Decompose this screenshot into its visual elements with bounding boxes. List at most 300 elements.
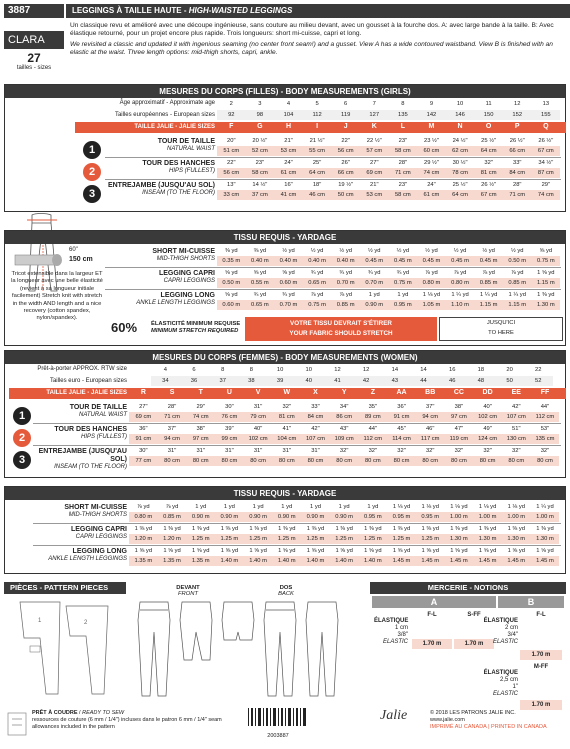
table-cell: 37"	[425, 404, 435, 410]
table-cell: 53 cm	[280, 148, 297, 154]
table-cell: 53"	[540, 426, 550, 432]
table-cell: 71 cm	[394, 170, 411, 176]
table-cell: 155	[540, 112, 551, 118]
table-cell: 57 cm	[366, 148, 383, 154]
table-cell: 77 cm	[135, 458, 152, 464]
table-cell: 32"	[484, 160, 493, 166]
table-cell: 91 cm	[393, 414, 410, 420]
table-cell: K	[371, 123, 377, 130]
title-en: HIGH-WAISTED LEGGINGS	[188, 6, 293, 15]
table-cell: 69 cm	[366, 170, 383, 176]
table-cell: 94 cm	[422, 414, 439, 420]
table-cell: 38	[248, 378, 255, 384]
table-cell: ½ yd	[453, 248, 467, 254]
table-cell: 34"	[339, 404, 349, 410]
table-cell: 31"	[253, 448, 263, 454]
table-cell: CC	[453, 389, 464, 396]
table-cell: 127	[369, 112, 380, 118]
table-cell: 7	[372, 101, 376, 107]
a-col-sff: S-FF	[467, 612, 481, 618]
table-cell: 102 cm	[478, 414, 498, 420]
table-cell: 80 cm	[164, 458, 180, 464]
b-col-fl: F-L	[536, 612, 546, 618]
table-cell: 130 cm	[506, 436, 526, 442]
b2-elastic-label: ÉLASTIQUE 2,5 cm 1" ELASTIC	[483, 670, 518, 697]
fabric-width: 60"	[69, 247, 78, 253]
table-cell: 0.90 m	[365, 302, 384, 308]
table-cell: 13	[542, 101, 550, 107]
table-cell: 36	[190, 378, 198, 384]
table-cell: 104	[283, 112, 294, 118]
table-cell: 33"	[311, 404, 320, 410]
table-cell: 56 cm	[337, 148, 354, 154]
table-cell: 10	[305, 367, 312, 373]
table-cell: 135	[398, 112, 408, 118]
table-cell: 1 yd	[368, 292, 380, 298]
table-cell: V	[255, 389, 261, 396]
notions-col-b: B	[498, 596, 564, 608]
table-cell: 44"	[540, 404, 550, 410]
table-cell: 104 cm	[277, 436, 297, 442]
stretch-label: ÉLASTICITÉ MINIMUM REQUISE MINIMUM STRETCH REQUIRED	[151, 321, 241, 334]
table-cell: 135 cm	[535, 436, 555, 442]
table-cell: 1.20 m	[163, 536, 181, 542]
table-cell: 12	[334, 367, 341, 373]
table-cell: 80 cm	[364, 458, 381, 464]
table-cell: 58 cm	[251, 170, 268, 176]
table-cell: 0.60 m	[222, 302, 241, 308]
table-cell: FF	[540, 389, 550, 396]
table-cell: W	[283, 389, 291, 396]
table-cell: 80 cm	[192, 458, 209, 464]
stretch-bar: VOTRE TISSU DEVRAIT S'ÉTIRER YOUR FABRIC SHOULD STRETCH	[245, 317, 437, 341]
table-cell: 23 ½"	[423, 138, 439, 144]
women-size-row	[9, 388, 566, 399]
table-cell: 2	[229, 101, 233, 107]
table-cell: 28"	[167, 404, 177, 410]
table-cell: 142	[426, 112, 437, 118]
table-cell: 10	[456, 101, 464, 107]
table-cell: 27"	[370, 160, 379, 166]
table-cell: 1.35 m	[134, 558, 153, 564]
table-cell: 1 yd	[338, 504, 350, 510]
girls-long-yd	[217, 290, 560, 300]
title-bar: LEGGINGS À TAILLE HAUTE - HIGH-WAISTED LEGGINGS	[66, 4, 570, 18]
table-cell: 1 ⅝ yd	[450, 548, 468, 554]
table-cell: ½ yd	[482, 248, 495, 254]
women-shorts-yd	[129, 502, 559, 512]
table-cell: 1.05 m	[422, 302, 441, 308]
fabric-roll-icon	[13, 247, 65, 269]
table-cell: 61 cm	[280, 170, 297, 176]
girls-capri-m	[217, 278, 560, 288]
table-cell: 1 yd	[309, 504, 321, 510]
table-cell: 1.30 m	[478, 536, 497, 542]
title-fr: LEGGINGS À TAILLE HAUTE	[72, 6, 182, 15]
table-cell: ⅝ yd	[225, 292, 238, 298]
jalie-size-label: TAILLE JALIE - JALIE SIZES	[134, 124, 215, 130]
table-cell: 1 ⅝ yd	[163, 548, 181, 554]
b-val-fl: 1.70 m	[520, 650, 562, 660]
table-cell: ⅝ yd	[225, 270, 238, 276]
table-cell: 0.90 m	[335, 514, 354, 520]
table-cell: 0.85 m	[479, 280, 498, 286]
table-cell: 21"	[370, 182, 379, 188]
table-cell: 84 cm	[509, 170, 526, 176]
table-cell: ⅝ yd	[282, 270, 295, 276]
table-cell: 21 ½"	[309, 138, 325, 144]
fabric-note: Tricot extensible dans la largeur ET la longueur avec une belle élasticité (revient à sa longueur initiale facilement) Stretch knit with stretch in the width AND length and a nice recovery (cotton spandex, nylon/spandex).	[11, 271, 103, 322]
barcode-icon	[246, 706, 310, 732]
girls-shorts-yd	[217, 246, 560, 256]
table-cell: 22"	[341, 138, 350, 144]
table-cell: 43	[391, 378, 399, 384]
table-cell: 0.85 m	[508, 280, 527, 286]
table-cell: ½ yd	[310, 248, 324, 254]
age-row	[217, 99, 560, 109]
pattern-pieces-icon	[10, 598, 122, 698]
table-cell: 37"	[167, 426, 177, 432]
table-cell: 80 cm	[278, 458, 295, 464]
table-cell: H	[285, 123, 292, 130]
women-inseam-cm	[129, 456, 559, 466]
table-cell: 43"	[339, 426, 349, 432]
table-cell: 23"	[398, 138, 408, 144]
table-cell: 0.45 m	[451, 258, 469, 264]
table-cell: 31"	[253, 404, 263, 410]
table-cell: ⅞ yd	[137, 504, 150, 510]
table-cell: 0.75 m	[536, 258, 555, 264]
table-cell: ⅞ yd	[482, 270, 495, 276]
women-waist-marker-1: 1	[13, 407, 31, 425]
table-cell: 107 cm	[305, 436, 325, 442]
table-cell: 1 ⅝ yd	[192, 548, 210, 554]
table-cell: 67 cm	[537, 148, 554, 154]
table-cell: 20 ½"	[252, 138, 268, 144]
table-cell: 80 cm	[508, 458, 525, 464]
women-shorts-label: SHORT MI-CUISSE MID-THIGH SHORTS	[64, 504, 127, 518]
age-label: Âge approximatif - Approximate age	[119, 100, 215, 106]
table-cell: 97 cm	[451, 414, 467, 420]
table-cell: 38"	[454, 404, 464, 410]
table-cell: 1 yd	[195, 504, 207, 510]
a-elastic-label: ÉLASTIQUE 1 cm 3/8" ELASTIC	[374, 618, 409, 645]
table-cell: P	[514, 123, 520, 130]
fabric-width-cm: 150 cm	[69, 256, 93, 263]
table-cell: 1 yd	[367, 504, 379, 510]
table-cell: 33 cm	[223, 192, 240, 198]
table-cell: 32"	[282, 404, 292, 410]
table-cell: Q	[543, 123, 549, 130]
table-cell: 1.15 m	[536, 280, 555, 286]
table-cell: 74 cm	[423, 170, 440, 176]
long-label: LEGGING LONG ANKLE LENGTH LEGGINGS	[136, 292, 215, 306]
table-cell: DD	[482, 389, 493, 396]
table-cell: 1 ⅜ yd	[536, 526, 554, 532]
women-shorts-m	[129, 512, 559, 522]
table-cell: 74 cm	[192, 414, 209, 420]
women-capri-m	[129, 534, 559, 544]
table-cell: 16"	[284, 182, 293, 188]
front-label: DEVANT FRONT	[176, 585, 200, 597]
table-cell: ¾ yd	[396, 270, 410, 276]
table-cell: 1.20 m	[134, 536, 153, 542]
sizes-count: 27	[27, 51, 41, 65]
brand-logo: Jalie	[380, 708, 408, 723]
stretch-percent: 60%	[111, 320, 138, 335]
pattern-code: 3887	[4, 4, 64, 18]
table-cell: 1 ⅜ yd	[392, 526, 411, 532]
table-cell: 0.65 m	[308, 280, 326, 286]
women-hips-in	[129, 424, 559, 434]
girls-long-m	[217, 300, 560, 310]
table-cell: 0.65 m	[251, 302, 269, 308]
table-cell: 62 cm	[452, 148, 468, 154]
table-cell: 74 cm	[537, 192, 554, 198]
table-cell: 81 cm	[480, 170, 497, 176]
girls-inseam-cm	[217, 190, 560, 200]
table-cell: 0.70 m	[279, 302, 298, 308]
girls-hips-cm	[217, 168, 560, 178]
table-cell: 5	[315, 101, 319, 107]
table-cell: 0.45 m	[393, 258, 412, 264]
table-cell: 52 cm	[251, 148, 268, 154]
table-cell: 1 ⅛ yd	[507, 504, 525, 510]
table-cell: 1 yd	[281, 504, 293, 510]
table-cell: 41	[334, 378, 341, 384]
notions-col-a: A	[372, 596, 496, 608]
women-hips-label: TOUR DES HANCHES HIPS (FULLEST)	[54, 426, 127, 440]
table-cell: 0.85 m	[336, 302, 355, 308]
svg-text:2: 2	[84, 620, 88, 626]
rtw-label: Prêt-à-porter APPROX. RTW size	[37, 366, 127, 372]
table-cell: 1.40 m	[249, 558, 267, 564]
table-cell: 36"	[397, 404, 406, 410]
table-cell: ⅞ yd	[510, 270, 524, 276]
table-cell: 1 ⅜ yd	[450, 526, 468, 532]
table-cell: ¾ yd	[339, 270, 352, 276]
table-cell: 1 ⅜ yd	[278, 526, 296, 532]
women-measurements	[4, 350, 566, 478]
table-cell: 14 ½"	[252, 182, 268, 188]
women-yardage-heading: TISSU REQUIS - YARDAGE	[5, 487, 565, 500]
table-cell: 23"	[255, 160, 265, 166]
table-cell: I	[316, 123, 319, 130]
table-cell: 52	[535, 378, 542, 384]
table-cell: ⅞ yd	[453, 270, 467, 276]
table-cell: ½ yd	[367, 248, 381, 254]
women-waist-in	[129, 402, 559, 412]
table-cell: ⅞ yd	[425, 270, 438, 276]
euro-label: Tailles européennes - European sizes	[114, 112, 215, 118]
table-cell: 86 cm	[336, 414, 353, 420]
table-cell: 1 ⅛ yd	[421, 504, 439, 510]
table-cell: 21"	[284, 138, 293, 144]
table-cell: 46"	[425, 426, 435, 432]
table-cell: 29"	[196, 404, 205, 410]
table-cell: EE	[511, 389, 521, 396]
table-cell: 30"	[139, 448, 148, 454]
table-cell: 81 cm	[278, 414, 295, 420]
women-inseam-in	[129, 446, 559, 456]
table-cell: 53 cm	[366, 192, 383, 198]
women-long-m	[129, 556, 559, 566]
women-sizes	[129, 388, 559, 398]
sizes-label: tailles - sizes	[16, 65, 52, 71]
table-cell: 69 cm	[135, 414, 152, 420]
table-cell: 71 cm	[509, 192, 526, 198]
table-cell: 42"	[512, 404, 521, 410]
table-cell: 1.45 m	[536, 558, 554, 564]
table-cell: 40"	[253, 426, 263, 432]
table-cell: 1 ⅝ yd	[306, 548, 325, 554]
table-cell: 22 ½"	[366, 138, 382, 144]
table-cell: ½ yd	[510, 248, 524, 254]
table-cell: 1.45 m	[421, 558, 440, 564]
women-euro-label: Tailles euro - European sizes	[49, 378, 127, 384]
table-cell: 61 cm	[423, 192, 440, 198]
hips-marker-2: 2	[83, 163, 101, 181]
table-cell: 0.55 m	[251, 280, 269, 286]
table-cell: 1.35 m	[163, 558, 181, 564]
table-cell: 39"	[225, 426, 234, 432]
table-cell: 109 cm	[334, 436, 354, 442]
table-cell: 31"	[282, 448, 292, 454]
table-cell: 39	[276, 378, 284, 384]
table-cell: T	[198, 389, 203, 396]
table-cell: 79 cm	[250, 414, 266, 420]
table-cell: 1 ⅛ yd	[392, 504, 411, 510]
ready-to-sew: PRÊT À COUDRE / READY TO SEW ressources de couture (6 mm / 1/4") incluses dans le patron 6 mm / 1/4" seam allowances included in the pattern	[32, 710, 222, 730]
table-cell: 1 ¼ yd	[479, 292, 498, 298]
table-cell: 31"	[167, 448, 177, 454]
table-cell: 1 ⅜ yd	[306, 526, 325, 532]
table-cell: L	[400, 123, 405, 130]
waist-label: TOUR DE TAILLE NATURAL WAIST	[157, 138, 215, 152]
table-cell: 0.85 m	[163, 514, 181, 520]
table-cell: 0.90 m	[306, 514, 325, 520]
table-cell: 16	[448, 367, 456, 373]
table-cell: 1 ⅝ yd	[335, 548, 353, 554]
table-cell: 26 ½"	[538, 138, 554, 144]
table-cell: 37	[219, 378, 226, 384]
table-cell: 1 ⅝ yd	[364, 548, 382, 554]
table-cell: 6	[192, 367, 196, 373]
table-cell: 31"	[311, 448, 320, 454]
table-cell: 18"	[312, 182, 322, 188]
table-cell: 46 cm	[309, 192, 325, 198]
table-cell: 1 ⅝ yd	[478, 548, 497, 554]
table-cell: 22	[535, 367, 542, 373]
table-cell: 1.30 m	[450, 536, 468, 542]
table-cell: 41"	[282, 426, 292, 432]
table-cell: 0.50 m	[508, 258, 527, 264]
table-cell: 1.15 m	[479, 302, 498, 308]
girls-shorts-m	[217, 256, 560, 266]
table-cell: 91 cm	[135, 436, 152, 442]
table-cell: R	[140, 389, 146, 396]
table-cell: 0.70 m	[365, 280, 384, 286]
table-cell: 1.25 m	[363, 536, 382, 542]
table-cell: 124 cm	[478, 436, 498, 442]
table-cell: ½ yd	[396, 248, 410, 254]
table-cell: 0.35 m	[222, 258, 241, 264]
table-cell: 1 ⅛ yd	[450, 504, 468, 510]
table-cell: 8	[401, 101, 405, 107]
pieces-heading: PIÈCES - PATTERN PIECES	[4, 582, 126, 594]
table-cell: 1 ⅛ yd	[478, 504, 497, 510]
table-cell: ⅞ yd	[339, 292, 352, 298]
table-cell: 1 ¼ yd	[451, 292, 469, 298]
table-cell: 1.00 m	[507, 514, 526, 520]
sizes-count-box	[4, 52, 64, 71]
table-cell: 0.40 m	[336, 258, 355, 264]
table-cell: 152	[512, 112, 523, 118]
table-cell: 1.45 m	[450, 558, 468, 564]
a-val-fl: 1.70 m	[412, 639, 452, 649]
table-cell: 14	[391, 367, 399, 373]
table-cell: 12	[362, 367, 370, 373]
girls-inseam-in	[217, 180, 560, 190]
table-cell: 24"	[284, 160, 293, 166]
table-cell: O	[485, 123, 492, 130]
girls-waist-in	[217, 136, 560, 146]
women-euro-row	[151, 376, 553, 386]
b-val-mff: 1.70 m	[520, 700, 562, 710]
table-cell: 0.90 m	[191, 514, 210, 520]
table-cell: 97 cm	[192, 436, 209, 442]
jalie-sizes	[217, 122, 560, 132]
table-cell: 1 ⅜ yd	[192, 526, 210, 532]
table-cell: ⅞ yd	[165, 504, 179, 510]
table-cell: 29"	[541, 182, 551, 188]
table-cell: 67 cm	[480, 192, 497, 198]
euro-row	[217, 110, 560, 120]
table-cell: 32"	[540, 448, 550, 454]
table-cell: 80 cm	[537, 458, 553, 464]
table-cell: 1 ⅜ yd	[364, 526, 382, 532]
table-cell: 1.00 m	[450, 514, 468, 520]
table-cell: 80 cm	[221, 458, 238, 464]
table-cell: 0.80 m	[422, 280, 441, 286]
table-cell: 0.50 m	[222, 280, 241, 286]
table-cell: 1.25 m	[335, 536, 354, 542]
table-cell: 33"	[512, 160, 522, 166]
table-cell: 1.40 m	[363, 558, 382, 564]
rtw-row	[151, 365, 553, 375]
table-cell: 0.90 m	[249, 514, 267, 520]
table-cell: 42"	[311, 426, 320, 432]
table-cell: 0.40 m	[308, 258, 326, 264]
table-cell: 107 cm	[506, 414, 526, 420]
table-cell: 25 ½"	[452, 182, 468, 188]
girls-waist-cm	[217, 146, 560, 156]
table-cell: 1 ⅝ yd	[536, 548, 554, 554]
table-cell: 25 ½"	[481, 138, 497, 144]
table-cell: M	[428, 123, 435, 130]
table-cell: ¾ yd	[367, 270, 381, 276]
table-cell: 8	[249, 367, 254, 373]
table-cell: 28"	[512, 182, 522, 188]
table-cell: 48	[477, 378, 485, 384]
table-cell: 1 ⅛ yd	[422, 292, 441, 298]
table-cell: 0.90 m	[220, 514, 239, 520]
table-cell: S	[169, 389, 175, 396]
a-val-sff: 1.70 m	[454, 639, 494, 649]
table-cell: 1.10 m	[451, 302, 469, 308]
capri-label: LEGGING CAPRI CAPRI LEGGINGS	[158, 270, 215, 284]
table-cell: 1 ⅝ yd	[134, 548, 153, 554]
